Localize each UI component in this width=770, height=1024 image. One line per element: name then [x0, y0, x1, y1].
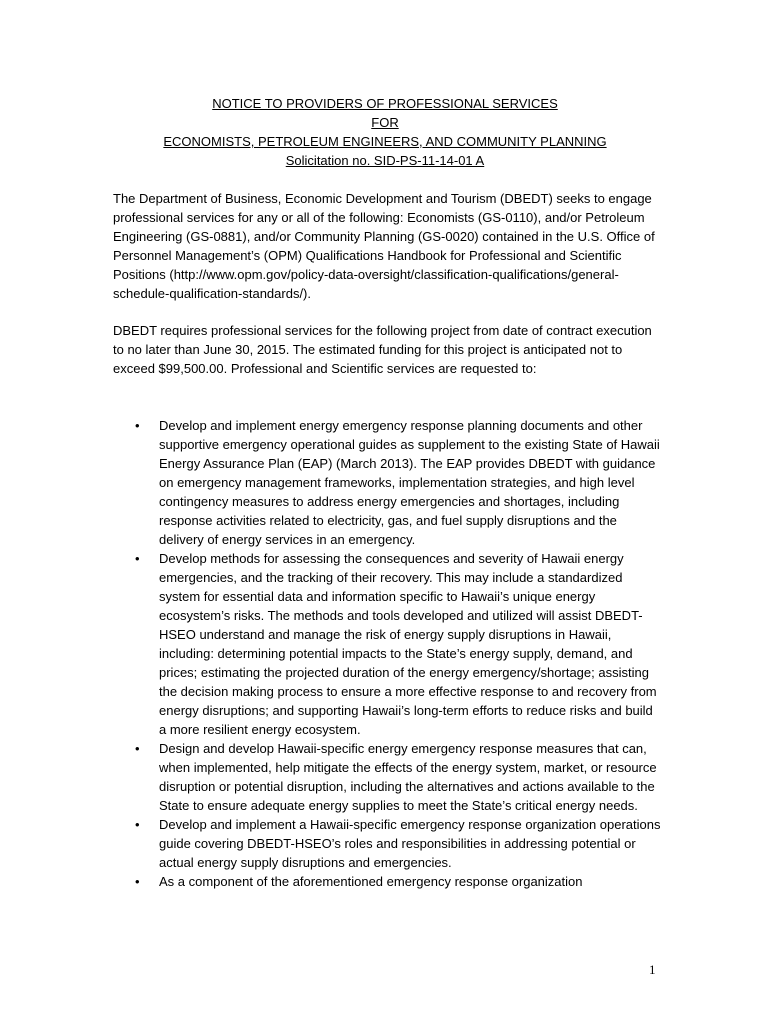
services-list	[113, 416, 663, 891]
bullet-icon: •	[135, 418, 140, 433]
intro-paragraph: The Department of Business, Economic Development and Tourism (DBEDT) seeks to engage professional services for any or all of the following: Economists (GS-0110), and/or Petroleum Engineering (GS-0881), and/or Community Planning (GS-0020) contained in the U.S. Office of Personnel Management’s (OPM) Qualifications Handbook for Professional and Scientific Positions (http://www.opm.gov/policy-data-oversight/classification-qualifications/general-schedule-qualification-standards/).	[113, 191, 655, 301]
requirements-paragraph: DBEDT requires professional services for the following project from date of contract execution to no later than June 30, 2015. The estimated funding for this project is anticipated not to exceed $99,500.00. Professional and Scientific services are requested to:	[113, 323, 652, 376]
page-number: 1	[649, 962, 656, 977]
list-item: • As a component of the aforementioned emergency response organization	[135, 874, 583, 889]
list-item: • Design and develop Hawaii-specific energy emergency response measures that can, when implemented, help mitigate the effects of the energy system, market, or resource disruption or potential disruption, including the alternatives and actions available to the State to ensure adequate energy supplies to meet the State’s critical energy needs.	[135, 741, 657, 813]
header-title: NOTICE TO PROVIDERS OF PROFESSIONAL SERVICES	[212, 96, 558, 111]
bullet-icon: •	[135, 741, 140, 756]
header-for: FOR	[371, 115, 399, 130]
list-item: • Develop methods for assessing the consequences and severity of Hawaii energy emergencies, and the tracking of their recovery. This may include a standardized system for essential data and information specific to Hawaii’s unique energy ecosystem’s risks. The methods and tools developed and utilized will assist DBEDT-HSEO understand and manage the risk of energy supply disruptions in Hawaii, including: determining potential impacts to the State’s energy supply, demand, and prices; estimating the projected duration of the energy emergency/shortage; assisting the decision making process to ensure a more effective response to and recovery from energy disruptions; and supporting Hawaii’s long-term efforts to reduce risks and build a more resilient energy ecosystem.	[135, 551, 657, 737]
list-item: • Develop and implement energy emergency response planning documents and other supportive emergency operational guides as supplement to the existing State of Hawaii Energy Assurance Plan (EAP) (March 2013). The EAP provides DBEDT with guidance on emergency management frameworks, implementation strategies, and high level contingency measures to address energy emergencies and shortages, including response activities related to electricity, gas, and fuel supply disruptions and the delivery of energy services in an emergency.	[135, 418, 660, 547]
bullet-icon: •	[135, 874, 140, 889]
bullet-icon: •	[135, 551, 140, 566]
bullet-icon: •	[135, 817, 140, 832]
notice-header	[0, 94, 770, 170]
header-subject: ECONOMISTS, PETROLEUM ENGINEERS, AND COMMUNITY PLANNING	[163, 134, 607, 149]
solicitation-number: Solicitation no. SID-PS-11-14-01 A	[285, 153, 485, 168]
list-item: • Develop and implement a Hawaii-specific emergency response organization operations guide covering DBEDT-HSEO’s roles and responsibilities in addressing potential or actual energy supply disruptions and emergencies.	[135, 817, 661, 870]
